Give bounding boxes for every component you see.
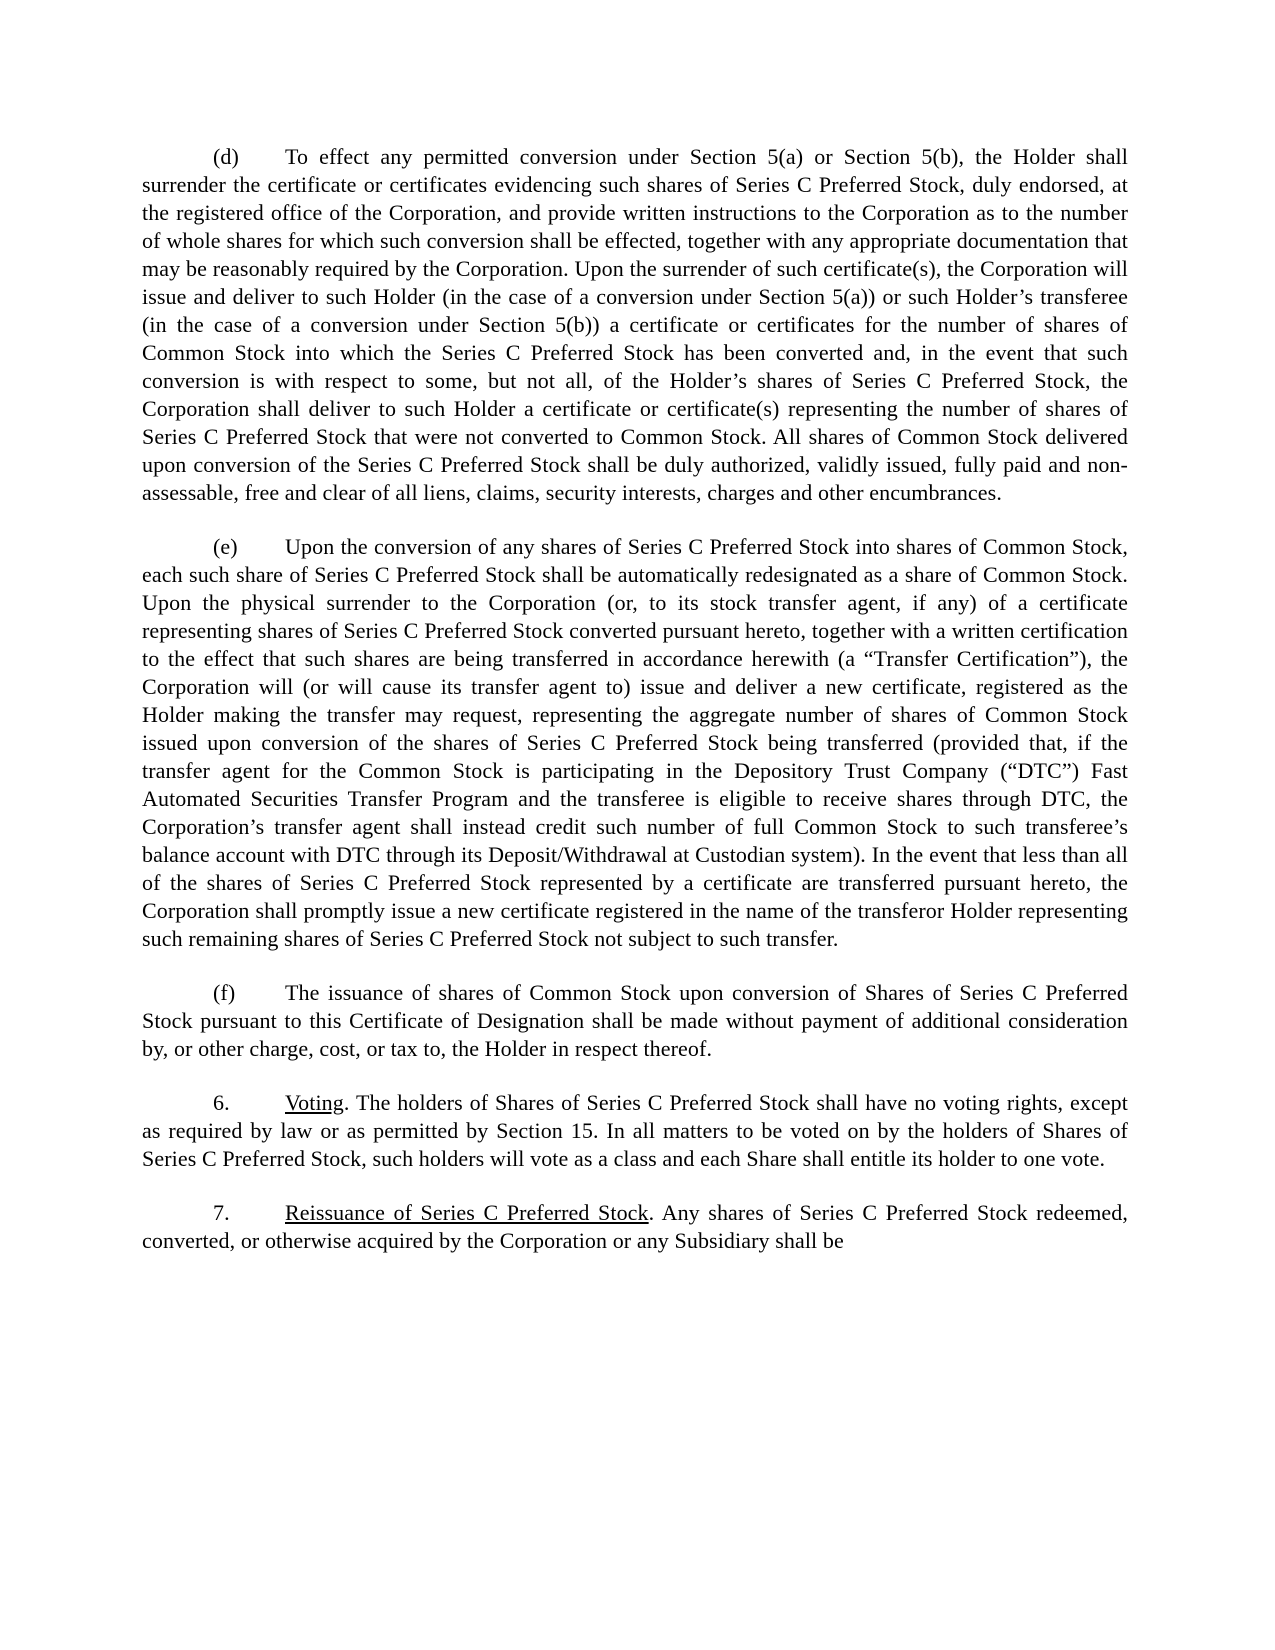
section-6-voting (142, 1089, 1128, 1173)
paragraph-text: The issuance of shares of Common Stock upon conversion of Shares of Series C Preferred Stock pursuant to this Certificate of Designation shall be made without payment of additional consideration by, or other charge, cost, or tax to, the Holder in respect thereof. (142, 980, 1128, 1061)
paragraph-label: (e) (213, 534, 238, 559)
paragraph-text: Upon the conversion of any shares of Series C Preferred Stock into shares of Common Stock, each such share of Series C Preferred Stock shall be automatically redesignated as a share of Common Stock. Upon the physical surrender to the Corporation (or, to its stock transfer agent, if any) of a certificate representing shares of Series C Preferred Stock converted pursuant hereto, together with a written certification to the effect that such shares are being transferred in accordance herewith (a “Transfer Certification”), the Corporation will (or will cause its transfer agent to) issue and deliver a new certificate, registered as the Holder making the transfer may request, representing the aggregate number of shares of Common Stock issued upon conversion of the shares of Series C Preferred Stock being transferred (provided that, if the transfer agent for the Common Stock is participating in the Depository Trust Company (“DTC”) Fast Automated Securities Transfer Program and the transferee is eligible to receive shares through DTC, the Corporation’s transfer agent shall instead credit such number of full Common Stock to such transferee’s balance account with DTC through its Deposit/Withdrawal at Custodian system). In the event that less than all of the shares of Series C Preferred Stock represented by a certificate are transferred pursuant hereto, the Corporation shall promptly issue a new certificate registered in the name of the transferor Holder representing such remaining shares of Series C Preferred Stock not subject to such transfer. (142, 534, 1128, 951)
paragraph-d (142, 143, 1128, 507)
paragraph-label: 7. (213, 1200, 230, 1225)
paragraph-label: (d) (213, 144, 239, 169)
paragraph-e (142, 533, 1128, 953)
section-heading: Voting (285, 1090, 344, 1115)
paragraph-text: . Any shares of Series C Preferred Stock redeemed, converted, or otherwise acquired by the Corporation or any Subsidiary shall be (142, 1200, 1128, 1253)
section-heading: Reissuance of Series C Preferred Stock (285, 1200, 649, 1225)
paragraph-text: . The holders of Shares of Series C Preferred Stock shall have no voting rights, except as required by law or as permitted by Section 15. In all matters to be voted on by the holders of Shares of Series C Preferred Stock, such holders will vote as a class and each Share shall entitle its holder to one vote. (142, 1090, 1128, 1171)
paragraph-label: 6. (213, 1090, 230, 1115)
paragraph-label: (f) (213, 980, 236, 1005)
paragraph-f (142, 979, 1128, 1063)
paragraph-text: To effect any permitted conversion under Section 5(a) or Section 5(b), the Holder shall surrender the certificate or certificates evidencing such shares of Series C Preferred Stock, duly endorsed, at the registered office of the Corporation, and provide written instructions to the Corporation as to the number of whole shares for which such conversion shall be effected, together with any appropriate documentation that may be reasonably required by the Corporation. Upon the surrender of such certificate(s), the Corporation will issue and deliver to such Holder (in the case of a conversion under Section 5(a)) or such Holder’s transferee (in the case of a conversion under Section 5(b)) a certificate or certificates for the number of shares of Common Stock into which the Series C Preferred Stock has been converted and, in the event that such conversion is with respect to some, but not all, of the Holder’s shares of Series C Preferred Stock, the Corporation shall deliver to such Holder a certificate or certificate(s) representing the number of shares of Series C Preferred Stock that were not converted to Common Stock. All shares of Common Stock delivered upon conversion of the Series C Preferred Stock shall be duly authorized, validly issued, fully paid and non-assessable, free and clear of all liens, claims, security interests, charges and other encumbrances. (142, 144, 1128, 505)
section-7-reissuance (142, 1199, 1128, 1255)
